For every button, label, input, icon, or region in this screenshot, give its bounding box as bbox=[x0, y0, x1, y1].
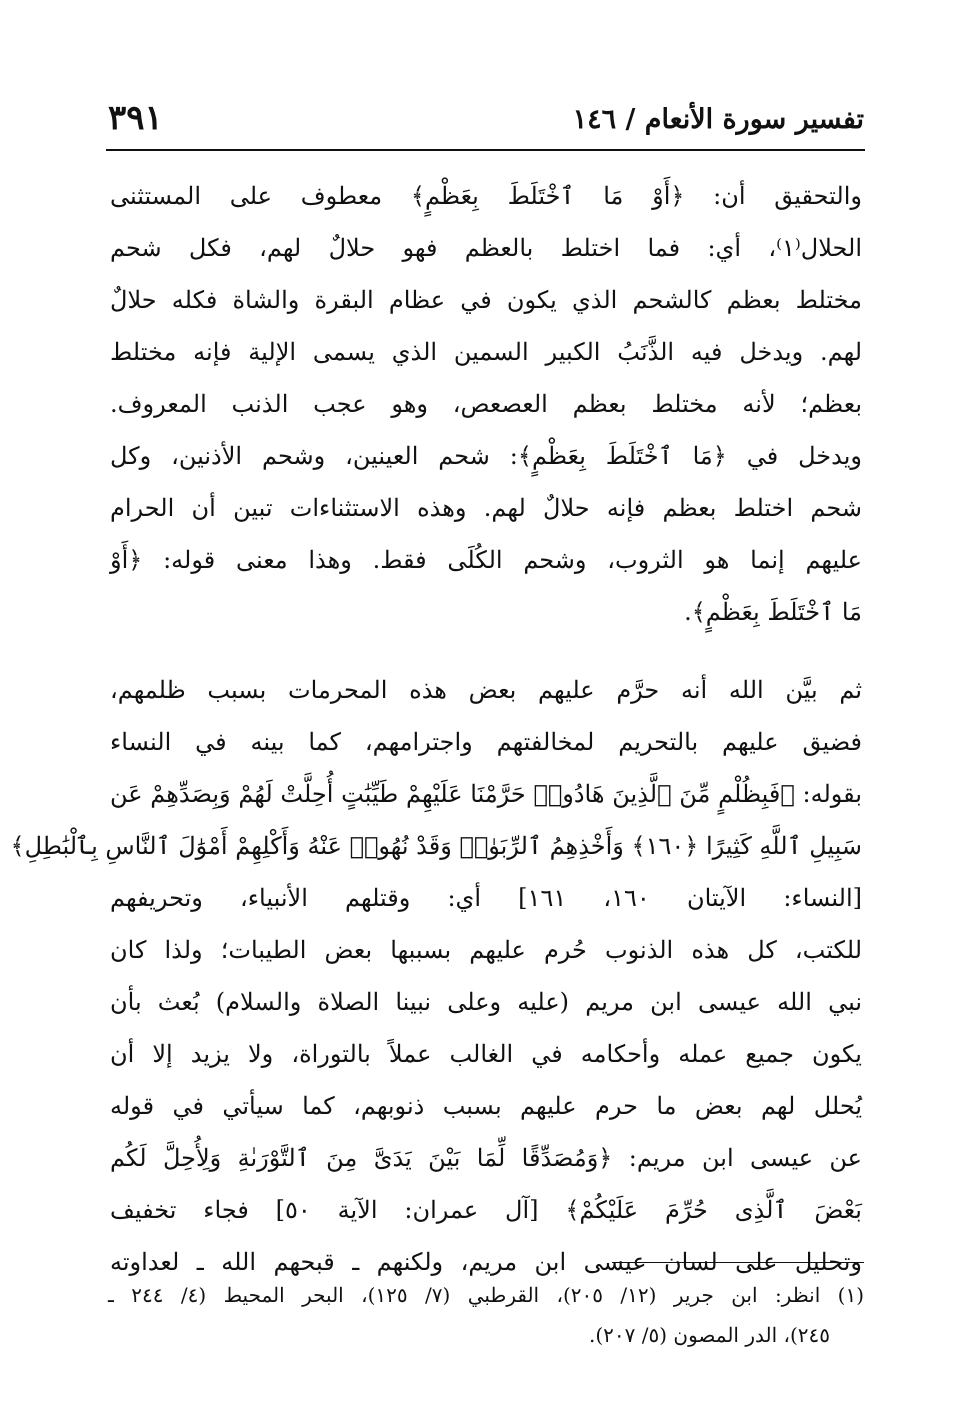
page-header bbox=[108, 92, 864, 150]
text-line: الحلال⁽١⁾، أي: فما اختلط بالعظم فهو حلالٌ لهم، فكل شحم bbox=[110, 234, 862, 262]
text-line: ثم بيَّن الله أنه حرَّم عليهم بعض هذه المحرمات بسبب ظلمهم، bbox=[110, 676, 862, 704]
running-title: تفسير سورة الأنعام / ١٤٦ bbox=[572, 104, 864, 135]
text-line: يُحلل لهم بعض ما حرم عليهم بسبب ذنوبهم، كما سيأتي في قوله bbox=[110, 1092, 862, 1120]
paragraph-1 bbox=[110, 170, 862, 638]
text-line: والتحقيق أن: ﴿أَوْ مَا ٱخْتَلَطَ بِعَظْمٍ﴾ معطوف على المستثنى bbox=[110, 182, 862, 210]
text-line: للكتب، كل هذه الذنوب حُرم عليهم بسببها بعض الطيبات؛ ولذا كان bbox=[110, 936, 863, 964]
quran-verse-line: سَبِيلِ ٱللَّهِ كَثِيرًا ﴿١٦٠﴾ وَأَخْذِهِمُ ٱلرِّبَوٰا۟ وَقَدْ نُهُوا۟ عَنْهُ وَأَكْلِهِمْ أَمْوَٰلَ ٱلنَّاسِ بِٱلْبَٰطِلِ﴾ bbox=[10, 832, 862, 860]
footnote-line: (١) انظر: ابن جرير (١٢/ ٢٠٥)، القرطبي (٧/ ١٢٥)، البحر المحيط (٤/ ٢٤٤ ـ bbox=[108, 1283, 864, 1307]
text-line: يكون جميع عمله وأحكامه في الغالب عملاً بالتوراة، ولا يزيد إلا أن bbox=[110, 1040, 862, 1068]
text-line: بعظم؛ لأنه مختلط بعظم العصعص، وهو عجب الذنب المعروف. bbox=[110, 390, 862, 418]
text-line: عليهم إنما هو الثروب، وشحم الكُلَى فقط. وهذا معنى قوله: ﴿أَوْ bbox=[110, 546, 862, 574]
text-line: وتحليل على لسان عيسى ابن مريم، ولكنهم ـ قبحهم الله ـ لعداوته bbox=[110, 1248, 862, 1276]
text-line: مَا ٱخْتَلَطَ بِعَظْمٍ﴾. bbox=[684, 598, 862, 626]
footnote-line: ٢٤٥)، الدر المصون (٥/ ٢٠٧). bbox=[588, 1323, 830, 1347]
text-line: ويدخل في ﴿مَا ٱخْتَلَطَ بِعَظْمٍ﴾: شحم العينين، وشحم الأذنين، وكل bbox=[110, 442, 862, 470]
paragraph-2 bbox=[10, 664, 863, 1288]
quran-verse-line: بقوله: ﴿فَبِظُلْمٍ مِّنَ ٱلَّذِينَ هَادُوا۟ حَرَّمْنَا عَلَيْهِمْ طَيِّبَٰتٍ أُحِلَّتْ لَهُمْ وَبِصَدِّهِمْ عَن bbox=[110, 780, 862, 808]
quran-verse-line: بَعْضَ ٱلَّذِى حُرِّمَ عَلَيْكُمْ﴾ [آل عمران: الآية ٥٠] فجاء تخفيف bbox=[110, 1196, 862, 1224]
text-line: مختلط بعظم كالشحم الذي يكون في عظام البقرة والشاة فكله حلالٌ bbox=[110, 286, 862, 314]
text-line: فضيق عليهم بالتحريم لمخالفتهم واجترامهم، كما بينه في النساء bbox=[110, 728, 862, 756]
paragraph-gap bbox=[110, 638, 862, 664]
footnote bbox=[108, 1275, 864, 1355]
header-rule bbox=[106, 149, 865, 151]
text-line: [النساء: الآيتان ١٦٠، ١٦١] أي: وقتلهم الأنبياء، وتحريفهم bbox=[110, 884, 863, 912]
main-text bbox=[10, 170, 863, 1288]
quran-verse-line: عن عيسى ابن مريم: ﴿وَمُصَدِّقًا لِّمَا بَيْنَ يَدَىَّ مِنَ ٱلتَّوْرَىٰةِ وَلِأُحِلَّ لَكُم bbox=[110, 1144, 862, 1172]
text-line: لهم. ويدخل فيه الذَّنَبُ الكبير السمين الذي يسمى الإلية فإنه مختلط bbox=[110, 338, 862, 366]
page-number: ٣٩١ bbox=[108, 98, 163, 138]
text-line: نبي الله عيسى ابن مريم (عليه وعلى نبينا الصلاة والسلام) بُعث بأن bbox=[110, 988, 862, 1016]
footnote-separator bbox=[612, 1262, 864, 1263]
text-line: شحم اختلط بعظم فإنه حلالٌ لهم. وهذه الاستثناءات تبين أن الحرام bbox=[110, 494, 862, 522]
